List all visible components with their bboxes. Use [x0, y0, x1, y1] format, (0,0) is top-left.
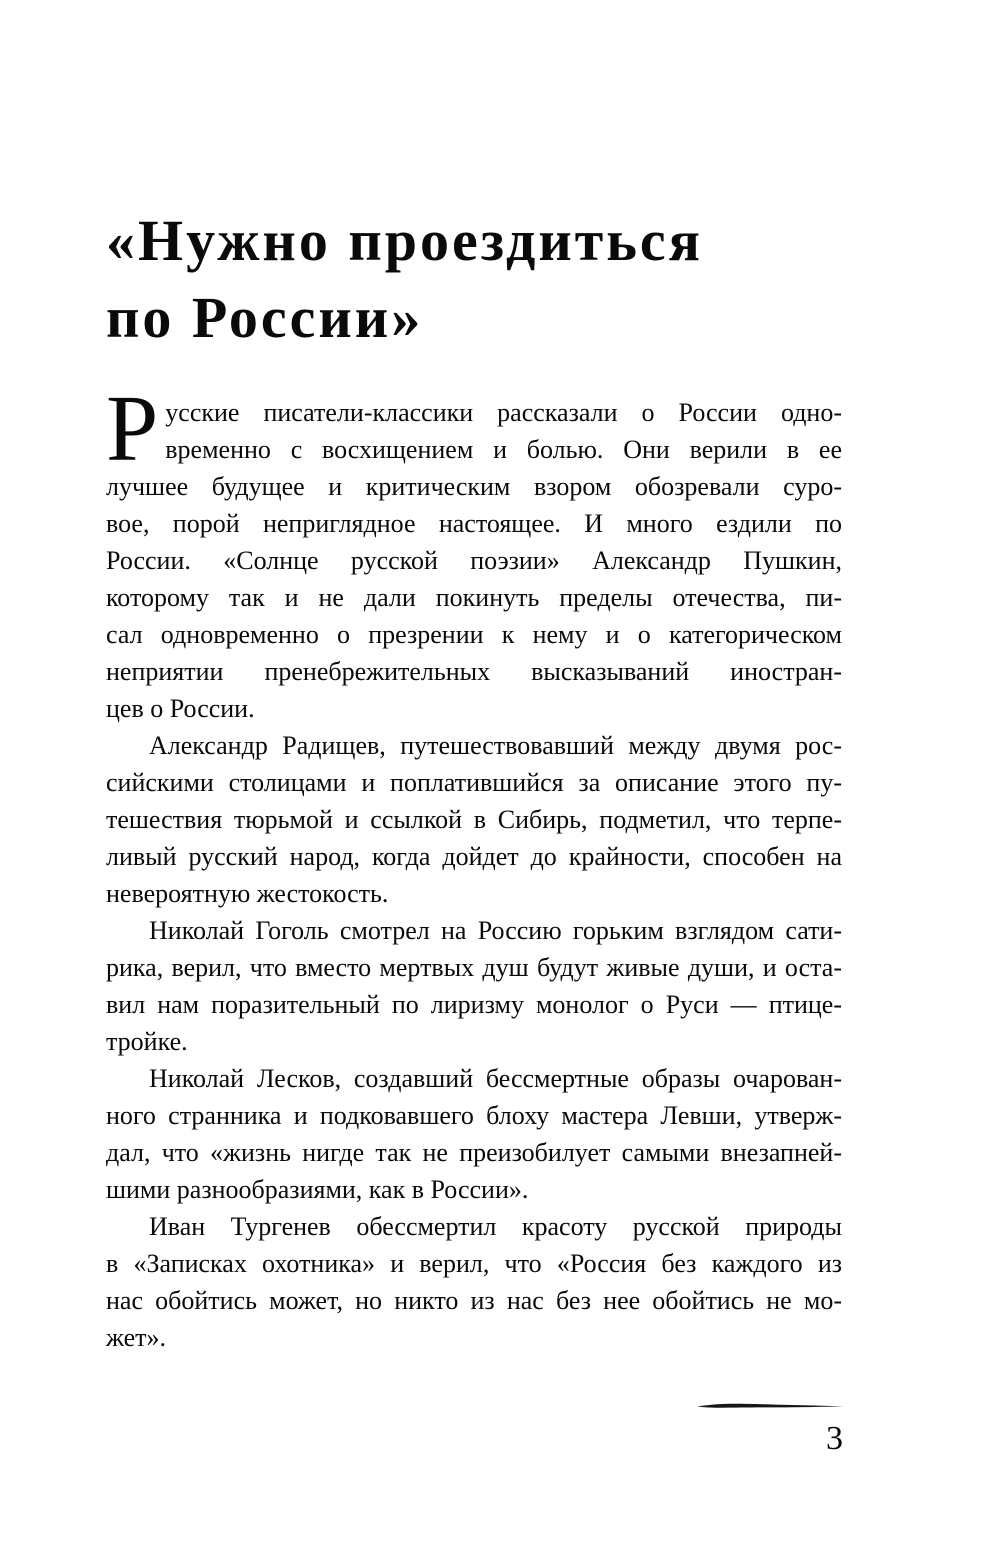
- chapter-body: [106, 377, 842, 1356]
- text-line: цев о России.: [106, 694, 255, 723]
- text-line: вил нам поразительный по лиризму монолог о Руси — птице-: [106, 990, 842, 1019]
- page-footer: [697, 1402, 843, 1456]
- text-line: тешествия тюрьмой и ссылкой в Сибирь, подметил, что терпе-: [106, 805, 842, 834]
- text-line: неприятии пренебрежительных высказываний иностран-: [106, 657, 842, 686]
- text-line: сийскими столицами и поплатившийся за описание этого пу-: [106, 768, 842, 797]
- text-line: временно с восхищением и болью. Они верили в ее: [165, 435, 842, 464]
- paragraph: [106, 912, 842, 1060]
- text-line: жет».: [106, 1323, 167, 1352]
- paragraph: [106, 1060, 842, 1208]
- text-line: дал, что «жизнь нигде так не преизобилует самыми внезапней-: [106, 1138, 842, 1167]
- footer-rule: [697, 1402, 843, 1411]
- chapter-title-line-1: «Нужно проездиться: [106, 208, 704, 273]
- text-line: шими разнообразиями, как в России».: [106, 1175, 529, 1204]
- text-line: тройке.: [106, 1027, 188, 1056]
- text-line: России. «Солнце русской поэзии» Александр Пушкин,: [106, 546, 842, 575]
- text-line: сал одновременно о презрении к нему и о категорическом: [106, 620, 842, 649]
- chapter-title-line-2: по России»: [106, 285, 424, 350]
- chapter-title: [106, 202, 866, 356]
- text-line: которому так и не дали покинуть пределы отечества, пи-: [106, 583, 842, 612]
- paragraph: [106, 1208, 842, 1356]
- paragraph: [106, 377, 842, 727]
- text-line: в «Записках охотника» и верил, что «Россия без каждого из: [106, 1249, 842, 1278]
- text-line: Николай Лесков, создавший бессмертные образы очарован-: [149, 1064, 842, 1093]
- text-line: рика, верил, что вместо мертвых душ будут живые души, и оста-: [106, 953, 842, 982]
- text-line: вое, порой неприглядное настоящее. И много ездили по: [106, 509, 842, 538]
- text-line: лучшее будущее и критическим взором обозревали суро-: [106, 472, 842, 501]
- text-line: невероятную жестокость.: [106, 879, 389, 908]
- text-line: Александр Радищев, путешествовавший между двумя рос-: [149, 731, 842, 760]
- page-number: 3: [826, 1420, 843, 1457]
- text-line: Иван Тургенев обессмертил красоту русской природы: [149, 1212, 842, 1241]
- text-line: усские писатели-классики рассказали о России одно-: [165, 398, 842, 427]
- text-line: нас обойтись может, но никто из нас без нее обойтись не мо-: [106, 1286, 842, 1315]
- paragraph: [106, 727, 842, 912]
- text-line: Николай Гоголь смотрел на Россию горьким взглядом сати-: [149, 916, 842, 945]
- text-line: ливый русский народ, когда дойдет до крайности, способен на: [106, 842, 842, 871]
- text-line: ного странника и подковавшего блоху мастера Левши, утверж-: [106, 1101, 842, 1130]
- drop-cap: Р: [106, 377, 159, 481]
